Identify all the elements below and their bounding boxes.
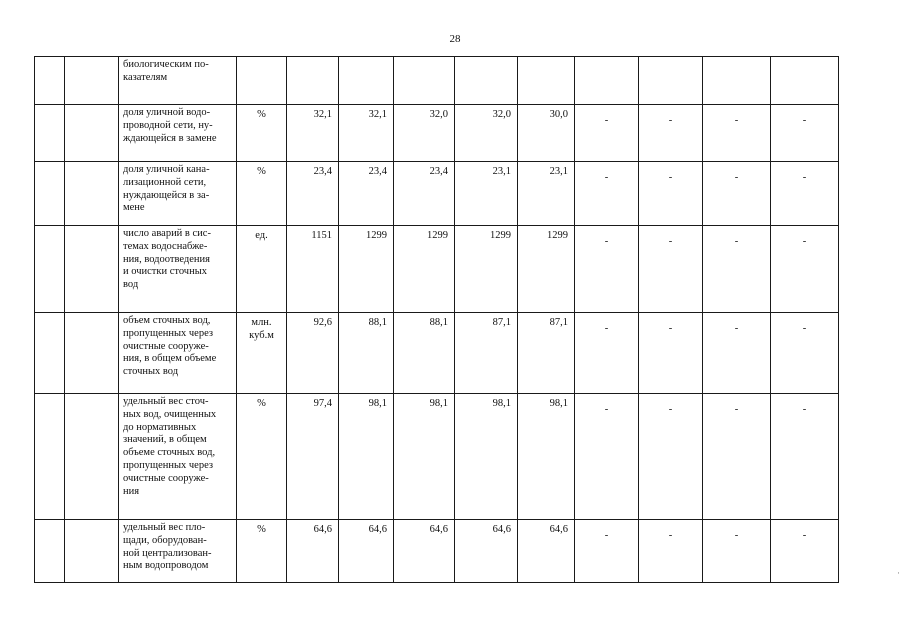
dash-cell: -: [771, 313, 839, 394]
value-cell: [287, 57, 339, 105]
value-cell: 23,1: [455, 162, 518, 226]
dash-cell: -: [771, 394, 839, 520]
dash-cell: -: [639, 105, 703, 162]
dash-cell: -: [703, 226, 771, 313]
value-cell: 30,0: [518, 105, 575, 162]
dash-cell: -: [771, 162, 839, 226]
table-row: [35, 57, 839, 105]
value-cell: 1299: [455, 226, 518, 313]
empty-cell: [65, 313, 119, 394]
dash-cell: -: [771, 105, 839, 162]
empty-cell: [35, 105, 65, 162]
dash-cell: [575, 57, 639, 105]
value-cell: 88,1: [339, 313, 394, 394]
empty-cell: [35, 226, 65, 313]
edge-mark: ·: [897, 568, 900, 578]
value-cell: 32,0: [394, 105, 455, 162]
empty-cell: [35, 394, 65, 520]
value-cell: [455, 57, 518, 105]
value-cell: 32,0: [455, 105, 518, 162]
empty-cell: [65, 226, 119, 313]
table-body: [35, 57, 839, 583]
value-cell: 1299: [339, 226, 394, 313]
dash-cell: -: [639, 162, 703, 226]
indicator-label: удельный вес пло- щади, оборудован- ной централизован- ным водопроводом: [119, 520, 237, 583]
indicator-label: число аварий в сис- темах водоснабже- ния, водоотведения и очистки сточных вод: [119, 226, 237, 313]
value-cell: 23,4: [287, 162, 339, 226]
dash-cell: -: [703, 520, 771, 583]
indicator-label: объем сточных вод, пропущенных через очистные сооруже- ния, в общем объеме сточных вод: [119, 313, 237, 394]
page-number: 28: [449, 33, 461, 45]
dash-cell: -: [639, 520, 703, 583]
value-cell: 32,1: [287, 105, 339, 162]
dash-cell: -: [575, 520, 639, 583]
value-cell: 64,6: [287, 520, 339, 583]
value-cell: 98,1: [455, 394, 518, 520]
unit-cell: ед.: [237, 226, 287, 313]
table-row: [35, 162, 839, 226]
table-row: [35, 226, 839, 313]
value-cell: 92,6: [287, 313, 339, 394]
value-cell: 64,6: [394, 520, 455, 583]
value-cell: 98,1: [518, 394, 575, 520]
empty-cell: [35, 162, 65, 226]
dash-cell: -: [639, 313, 703, 394]
table-row: [35, 520, 839, 583]
unit-cell: %: [237, 105, 287, 162]
empty-cell: [65, 105, 119, 162]
value-cell: 87,1: [455, 313, 518, 394]
empty-cell: [65, 57, 119, 105]
unit-cell: %: [237, 520, 287, 583]
value-cell: 97,4: [287, 394, 339, 520]
value-cell: 88,1: [394, 313, 455, 394]
value-cell: 32,1: [339, 105, 394, 162]
value-cell: 98,1: [339, 394, 394, 520]
dash-cell: -: [703, 162, 771, 226]
dash-cell: -: [575, 162, 639, 226]
dash-cell: -: [639, 394, 703, 520]
empty-cell: [65, 520, 119, 583]
value-cell: 23,4: [394, 162, 455, 226]
dash-cell: -: [639, 226, 703, 313]
empty-cell: [65, 162, 119, 226]
empty-cell: [35, 313, 65, 394]
dash-cell: -: [575, 394, 639, 520]
indicator-label: удельный вес сточ- ных вод, очищенных до нормативных значений, в общем объеме сточных вод, пропущенных через очистные сооруже- ния: [119, 394, 237, 520]
dash-cell: [703, 57, 771, 105]
value-cell: [394, 57, 455, 105]
dash-cell: -: [575, 313, 639, 394]
unit-cell: %: [237, 394, 287, 520]
value-cell: 64,6: [518, 520, 575, 583]
value-cell: 98,1: [394, 394, 455, 520]
dash-cell: -: [703, 394, 771, 520]
dash-cell: -: [575, 226, 639, 313]
value-cell: 23,4: [339, 162, 394, 226]
indicators-table: [34, 56, 839, 583]
empty-cell: [35, 520, 65, 583]
indicator-label: биологическим по- казателям: [119, 57, 237, 105]
value-cell: 1299: [518, 226, 575, 313]
value-cell: 1151: [287, 226, 339, 313]
dash-cell: [771, 57, 839, 105]
value-cell: 64,6: [455, 520, 518, 583]
value-cell: 64,6: [339, 520, 394, 583]
value-cell: [518, 57, 575, 105]
table-row: [35, 105, 839, 162]
dash-cell: -: [771, 520, 839, 583]
indicator-label: доля уличной кана- лизационной сети, нуждающейся в за- мене: [119, 162, 237, 226]
dash-cell: -: [771, 226, 839, 313]
value-cell: 1299: [394, 226, 455, 313]
indicator-label: доля уличной водо- проводной сети, ну- ждающейся в замене: [119, 105, 237, 162]
unit-cell: [237, 57, 287, 105]
dash-cell: -: [575, 105, 639, 162]
value-cell: [339, 57, 394, 105]
table-row: [35, 394, 839, 520]
table-row: [35, 313, 839, 394]
unit-cell: млн. куб.м: [237, 313, 287, 394]
dash-cell: -: [703, 313, 771, 394]
dash-cell: [639, 57, 703, 105]
empty-cell: [65, 394, 119, 520]
empty-cell: [35, 57, 65, 105]
unit-cell: %: [237, 162, 287, 226]
value-cell: 87,1: [518, 313, 575, 394]
dash-cell: -: [703, 105, 771, 162]
value-cell: 23,1: [518, 162, 575, 226]
